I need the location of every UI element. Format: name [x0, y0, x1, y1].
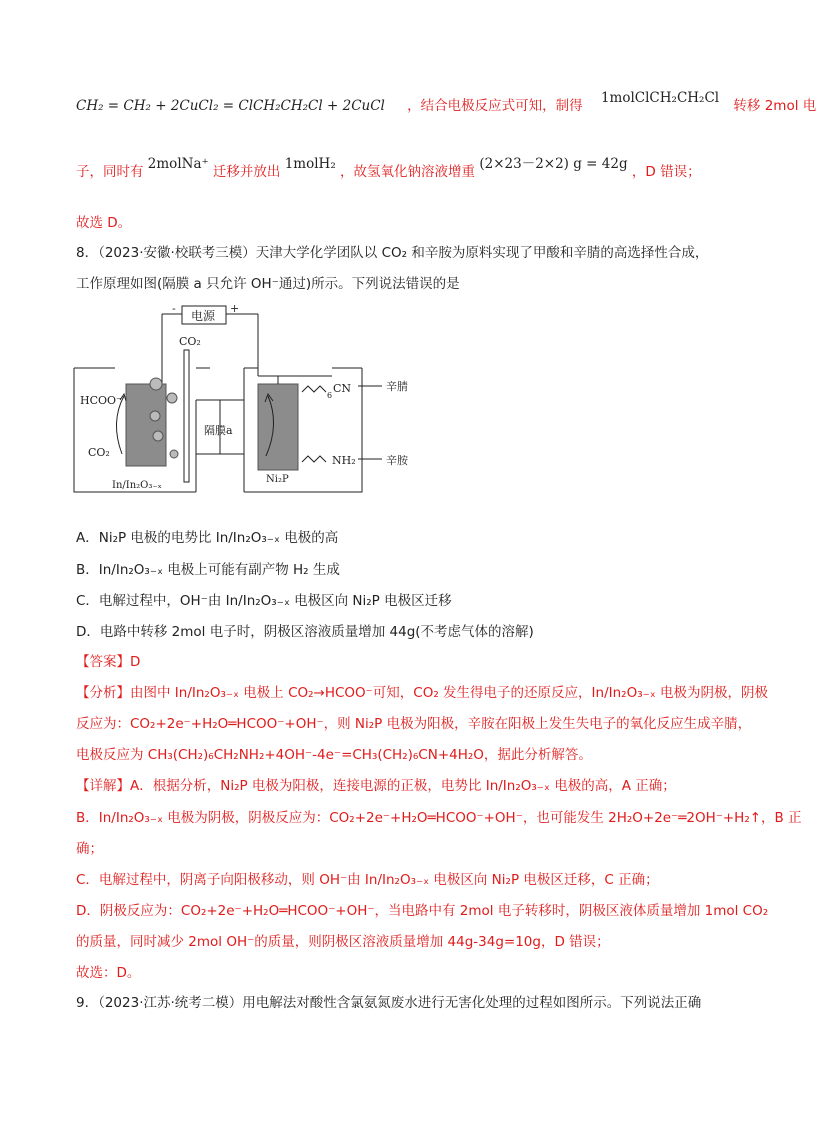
electron-transfer-text: 转移 2mol 电	[733, 98, 816, 114]
gas-bubble	[150, 411, 160, 421]
anode-electrode	[258, 384, 298, 470]
gas-inlet-tube	[184, 350, 189, 482]
chain-count: 6	[327, 391, 333, 400]
cyano-group: CN	[333, 382, 352, 395]
cathode-label: In/In₂O₃₋ₓ	[112, 480, 162, 491]
explanation-text: 子，同时有	[76, 164, 144, 180]
analysis-line-2: 反应为：CO₂+2e⁻+H₂O═HCOO⁻+OH⁻，则 Ni₂P 电极为阳极，辛胺在阳极上发生失电子的氧化反应生成辛腈，	[76, 716, 752, 732]
detail-line-3: 确；	[76, 841, 103, 857]
detail-line-4: C．电解过程中，阴离子向阳极移动，则 OH⁻由 In/In₂O₃₋ₓ 电极区向 Ni₂P 电极区迁移，C 正确；	[76, 872, 659, 888]
option-b: B．In/In₂O₃₋ₓ 电极上可能有副产物 H₂ 生成	[76, 562, 340, 578]
detail-line-5: D．阴极反应为：CO₂+2e⁻+H₂O═HCOO⁻+OH⁻，当电路中有 2mol 电子转移时，阴极区液体质量增加 1mol CO₂	[76, 903, 769, 919]
gas-bubble	[167, 393, 177, 403]
analysis-line-1: 【分析】由图中 In/In₂O₃₋ₓ 电极上 CO₂→HCOO⁻可知，CO₂ 发生得电子的还原反应，In/In₂O₃₋ₓ 电极为阴极，阴极	[76, 685, 769, 701]
co2-inlet-label: CO₂	[179, 335, 201, 348]
electrolysis-diagram	[70, 304, 440, 504]
mass-calculation: (2×23－2×2) g = 42g	[479, 156, 628, 172]
power-source-label: 电源	[191, 309, 216, 323]
negative-terminal-label: -	[172, 302, 176, 315]
answer-label: 【答案】D	[76, 654, 141, 670]
gas-bubble	[170, 450, 178, 458]
hydrogen-amount: 1molH₂	[284, 156, 336, 172]
octanenitrile-chain	[302, 386, 326, 392]
cathode-electrode	[126, 384, 166, 466]
detail-line-1: 【详解】A．根据分析，Ni₂P 电极为阳极，连接电源的正极，电势比 In/In₂O₃₋ₓ 电极的高，A 正确；	[76, 778, 676, 794]
co2-reactant-label: CO₂	[88, 446, 110, 459]
explanation-text: ，故氢氧化钠溶液增重	[340, 164, 476, 180]
anode-label: Ni₂P	[266, 474, 289, 485]
equation-line	[76, 90, 816, 116]
detail-line-6: 的质量，同时减少 2mol OH⁻的质量，则阴极区溶液质量增加 44g-34g=10g，D 错误；	[76, 934, 610, 950]
gas-bubble	[150, 378, 162, 390]
formate-label: HCOO⁻	[80, 394, 122, 407]
octylamine-chain	[302, 456, 326, 462]
gas-bubble	[153, 431, 163, 441]
option-c: C．电解过程中，OH⁻由 In/In₂O₃₋ₓ 电极区向 Ni₂P 电极区迁移	[76, 593, 452, 609]
membrane-label: 隔膜a	[204, 424, 233, 437]
amino-group: NH₂	[332, 454, 356, 467]
detail-line-7: 故选：D。	[76, 965, 141, 981]
reaction-equation: CH₂ = CH₂ + 2CuCl₂ = ClCH₂CH₂Cl + 2CuCl	[76, 98, 385, 114]
conclusion-text: ，D 错误；	[631, 164, 701, 180]
option-a: A．Ni₂P 电极的电势比 In/In₂O₃₋ₓ 电极的高	[76, 530, 339, 546]
explanation-line	[76, 156, 701, 182]
sodium-ion-amount: 2molNa⁺	[147, 156, 209, 172]
prev-answer-line: 故选 D。	[76, 215, 132, 231]
option-d: D．电路中转移 2mol 电子时，阴极区溶液质量增加 44g(不考虑气体的溶解)	[76, 624, 534, 640]
octanenitrile-label: 辛腈	[386, 380, 408, 393]
detail-line-2: B．In/In₂O₃₋ₓ 电极为阴极，阴极反应为：CO₂+2e⁻+H₂O═HCOO⁻+OH⁻，也可能发生 2H₂O+2e⁻═2OH⁻+H₂↑，B 正	[76, 810, 802, 826]
question-9-stem-line-1: 9．（2023·江苏·统考二模）用电解法对酸性含氯氨氮废水进行无害化处理的过程如图所示。下列说法正确	[76, 995, 702, 1011]
positive-terminal-label: +	[230, 302, 240, 315]
explanation-text: ，结合电极反应式可知，制得	[407, 98, 583, 114]
product-amount: 1molClCH₂CH₂Cl	[600, 90, 720, 106]
explanation-text: 迁移并放出	[212, 164, 281, 180]
analysis-line-3: 电极反应为 CH₃(CH₂)₆CH₂NH₂+4OH⁻-4e⁻=CH₃(CH₂)₆CN+4H₂O，据此分析解答。	[76, 747, 592, 763]
question-8-stem-line-2: 工作原理如图(隔膜 a 只允许 OH⁻通过)所示。下列说法错误的是	[76, 276, 460, 292]
octylamine-label: 辛胺	[386, 454, 408, 467]
question-8-stem-line-1: 8．（2023·安徽·校联考三模）天津大学化学团队以 CO₂ 和辛胺为原料实现了甲酸和辛腈的高选择性合成，	[76, 245, 709, 261]
